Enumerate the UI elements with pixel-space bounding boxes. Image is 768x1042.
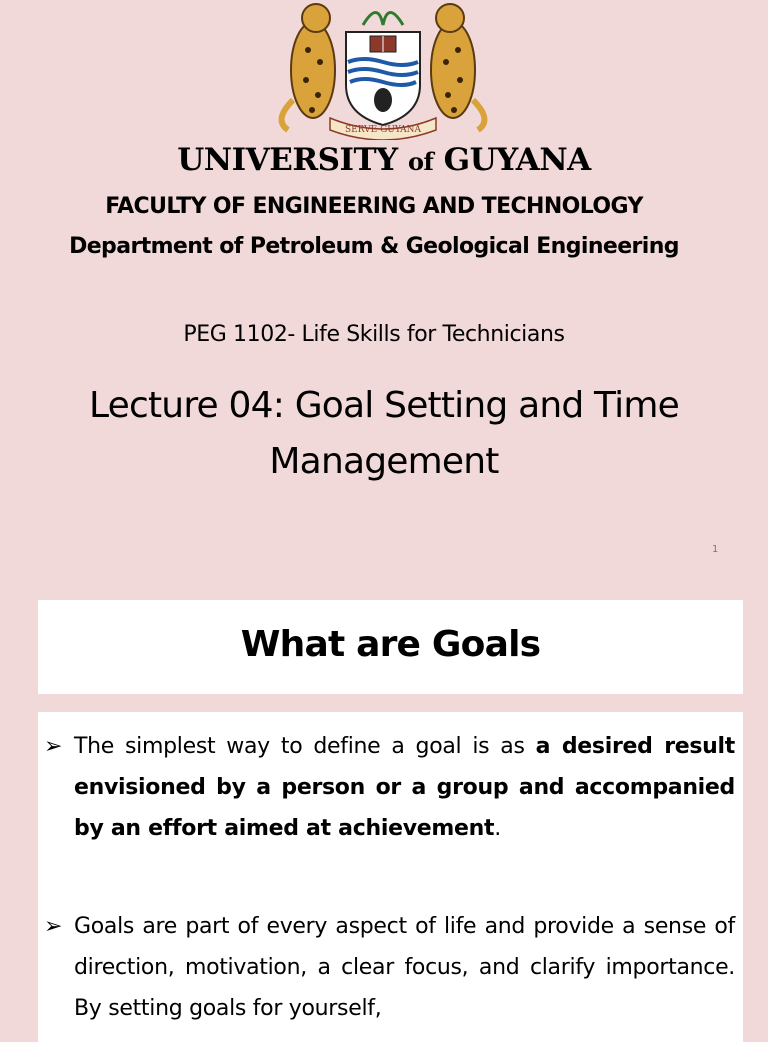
right-jaguar-icon: [431, 4, 484, 130]
bullet-item: [38, 726, 735, 849]
arrow-bullet-icon: ➢: [44, 734, 63, 759]
svg-text:SERVE GUYANA: SERVE GUYANA: [344, 125, 422, 135]
lecture-title: Lecture 04: Goal Setting and Time Management: [89, 385, 679, 482]
faculty-name: FACULTY OF ENGINEERING AND TECHNOLOGY: [105, 194, 643, 219]
department-name: Department of Petroleum & Geological Engineering: [69, 234, 679, 259]
arrow-bullet-icon: ➢: [44, 914, 63, 939]
bullet-item: [38, 906, 735, 1029]
slide-heading: What are Goals: [240, 624, 541, 665]
slide-number: 1: [712, 544, 719, 555]
university-name: UNIVERSITY of GUYANA: [177, 142, 591, 178]
left-jaguar-icon: [282, 4, 335, 130]
course-title: PEG 1102- Life Skills for Technicians: [183, 322, 565, 347]
bullet-text: Goals are part of every aspect of life and provide a sense of direction, motivation, a clear focus, and clarify importance. By setting goals for yourself,: [74, 914, 735, 1021]
bullet-text: The simplest way to define a goal is as a desired result envisioned by a person or a group and accompanied by an effort aimed at achievement.: [74, 734, 735, 841]
shield-icon: [346, 32, 420, 125]
slide-heading-panel: [38, 600, 743, 694]
university-crest-logo: [268, 0, 498, 140]
content-panel: [38, 712, 743, 1042]
